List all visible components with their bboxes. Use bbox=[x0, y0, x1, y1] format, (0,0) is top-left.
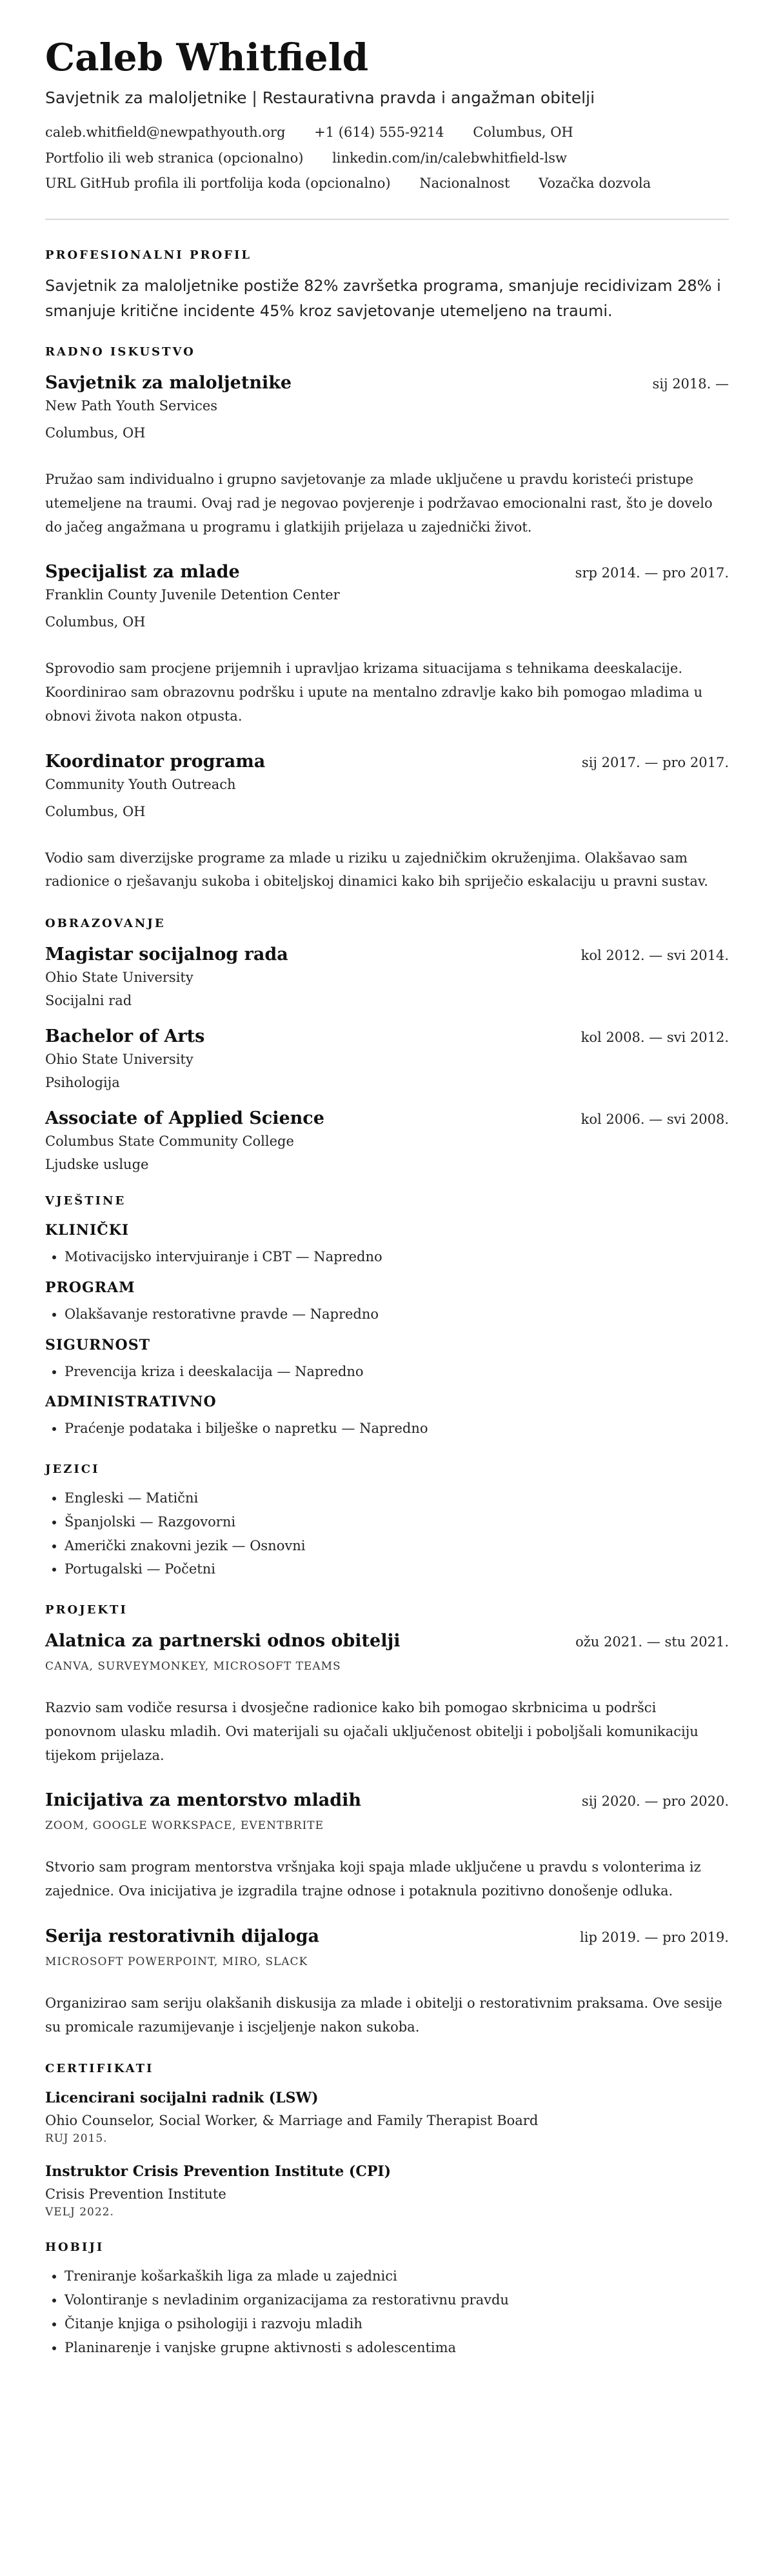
skill-category: SIGURNOST bbox=[45, 1336, 150, 1353]
project-description: Razvio sam vodiče resursa i dvosječne radionice kako bih pomogao skrbnicima u podršci ponovnom ulasku mladih. Ovi materijali su ojačali uključenost obitelji i poboljšali komunikaciju tijekom prijelaza. bbox=[45, 1700, 699, 1763]
job-location: Columbus, OH bbox=[45, 803, 146, 819]
job-location: Columbus, OH bbox=[45, 614, 146, 630]
project-date: lip 2019. — pro 2019. bbox=[580, 1929, 729, 1945]
job-title: Specijalist za mlade bbox=[45, 562, 240, 583]
contact-nationality: Nacionalnost bbox=[419, 175, 510, 192]
skill-item: • Praćenje podataka i bilješke o napretku — Napredno bbox=[64, 1417, 729, 1441]
degree-date: kol 2012. — svi 2014. bbox=[580, 948, 729, 964]
experience-entry bbox=[45, 562, 729, 728]
header-divider bbox=[45, 219, 729, 220]
job-date: sij 2017. — pro 2017. bbox=[581, 754, 729, 770]
job-title: Savjetnik za maloljetnike bbox=[45, 373, 292, 394]
degree-title: Associate of Applied Science bbox=[45, 1108, 324, 1129]
language-item: • Američki znakovni jezik — Osnovni bbox=[64, 1534, 729, 1558]
hobbies-section bbox=[45, 2241, 729, 2359]
project-date: sij 2020. — pro 2020. bbox=[581, 1793, 729, 1810]
section-title-experience: RADNO ISKUSTVO bbox=[45, 345, 195, 359]
job-employer: Franklin County Juvenile Detention Center bbox=[45, 587, 340, 603]
skill-category: ADMINISTRATIVNO bbox=[45, 1393, 217, 1411]
job-description: Vodio sam diverzijske programe za mlade u riziku u zajedničkim okruženjima. Olakšavao sam radionice o rješavanju sukoba i obiteljskoj dinamici kako bih spriječio eskalaciju u pravni sustav. bbox=[45, 850, 708, 890]
experience-section bbox=[45, 345, 729, 894]
contact-github[interactable]: URL GitHub profila ili portfolija koda (opcionalno) bbox=[45, 175, 391, 192]
project-title: Alatnica za partnerski odnos obitelji bbox=[45, 1631, 401, 1652]
section-title-certificates: CERTIFIKATI bbox=[45, 2062, 154, 2076]
contact-drivers-license: Vozačka dozvola bbox=[539, 175, 651, 192]
degree-field: Socijalni rad bbox=[45, 993, 132, 1009]
skill-category: KLINIČKI bbox=[45, 1222, 130, 1239]
school-name: Ohio State University bbox=[45, 1052, 194, 1068]
project-tech: ZOOM, GOOGLE WORKSPACE, EVENTBRITE bbox=[45, 1819, 324, 1833]
school-name: Columbus State Community College bbox=[45, 1133, 294, 1150]
project-title: Serija restorativnih dijaloga bbox=[45, 1926, 319, 1946]
job-description: Pružao sam individualno i grupno savjetovanje za mlade uključene u pravdu koristeći pristupe utemeljene na traumi. Ovaj rad je negovao povjerenje i podržavao emocionalni rast, što je dovelo do jačeg angažmana u programu i glatkijih prijelaza u zajednički život. bbox=[45, 472, 713, 535]
hobby-item: • Treniranje košarkaških liga za mlade u zajednici bbox=[64, 2264, 729, 2288]
projects-section bbox=[45, 1603, 729, 2039]
contact-linkedin[interactable]: linkedin.com/in/calebwhitfield-lsw bbox=[332, 150, 567, 166]
degree-date: kol 2006. — svi 2008. bbox=[580, 1112, 729, 1128]
skill-group bbox=[45, 1222, 729, 1269]
project-entry bbox=[45, 1631, 729, 1767]
contact-email[interactable]: caleb.whitfield@newpathyouth.org bbox=[45, 124, 286, 140]
project-entry bbox=[45, 1926, 729, 2039]
section-title-profile: PROFESIONALNI PROFIL bbox=[45, 248, 252, 263]
skill-item: • Prevencija kriza i deeskalacija — Napredno bbox=[64, 1360, 729, 1384]
job-date: sij 2018. — bbox=[652, 376, 729, 392]
language-item: • Engleski — Matični bbox=[64, 1486, 729, 1510]
school-name: Ohio State University bbox=[45, 970, 194, 986]
education-entry bbox=[45, 1026, 729, 1090]
degree-title: Magistar socijalnog rada bbox=[45, 944, 288, 965]
section-title-languages: JEZICI bbox=[45, 1463, 100, 1477]
skill-group bbox=[45, 1393, 729, 1441]
certificate-entry bbox=[45, 2163, 729, 2219]
hobby-item: • Volontiranje s nevladinim organizacijama za restorativnu pravdu bbox=[64, 2288, 729, 2312]
headline: Savjetnik za maloljetnike | Restaurativna pravda i angažman obitelji bbox=[45, 88, 595, 107]
skill-item: • Olakšavanje restorativne pravde — Napredno bbox=[64, 1303, 729, 1326]
skill-category: PROGRAM bbox=[45, 1279, 135, 1296]
experience-entry bbox=[45, 752, 729, 894]
certificate-issuer: Ohio Counselor, Social Worker, & Marriage and Family Therapist Board bbox=[45, 2113, 539, 2129]
skill-group bbox=[45, 1279, 729, 1326]
degree-title: Bachelor of Arts bbox=[45, 1026, 205, 1047]
certificate-date: VELJ 2022. bbox=[45, 2206, 114, 2219]
job-location: Columbus, OH bbox=[45, 425, 146, 441]
project-tech: CANVA, SURVEYMONKEY, MICROSOFT TEAMS bbox=[45, 1660, 341, 1673]
job-title: Koordinator programa bbox=[45, 751, 266, 772]
project-description: Stvorio sam program mentorstva vršnjaka koji spaja mlade uključene u pravdu s volonterima iz zajednice. Ova inicijativa je izgradila trajne odnose i potaknula pozitivno donošenje odluka. bbox=[45, 1859, 701, 1899]
certificate-name: Licencirani socijalni radnik (LSW) bbox=[45, 2090, 319, 2107]
job-employer: Community Youth Outreach bbox=[45, 776, 236, 792]
education-entry bbox=[45, 944, 729, 1008]
contact-block bbox=[45, 120, 729, 197]
experience-entry bbox=[45, 373, 729, 539]
section-title-skills: VJEŠTINE bbox=[45, 1194, 126, 1208]
language-item: • Portugalski — Početni bbox=[64, 1557, 729, 1581]
skill-group bbox=[45, 1337, 729, 1384]
project-description: Organizirao sam seriju olakšanih diskusija za mlade i obitelji o restorativnim praksama. Ove sesije su promicale razumijevanje i iscjeljenje nakon sukoba. bbox=[45, 1995, 722, 2035]
degree-field: Ljudske usluge bbox=[45, 1157, 149, 1173]
languages-section bbox=[45, 1463, 729, 1581]
contact-row-2 bbox=[45, 146, 729, 172]
language-item: • Španjolski — Razgovorni bbox=[64, 1510, 729, 1534]
hobby-item: • Planinarenje i vanjske grupne aktivnosti s adolescentima bbox=[64, 2336, 729, 2360]
degree-field: Psihologija bbox=[45, 1075, 120, 1091]
section-title-education: OBRAZOVANJE bbox=[45, 917, 166, 931]
education-entry bbox=[45, 1108, 729, 1172]
contact-row-1 bbox=[45, 120, 729, 146]
project-date: ožu 2021. — stu 2021. bbox=[575, 1634, 729, 1650]
profile-summary: Savjetnik za maloljetnike postiže 82% završetka programa, smanjuje recidivizam 28% i smanjuje kritične incidente 45% kroz savjetovanje utemeljeno na traumi. bbox=[45, 277, 721, 320]
job-employer: New Path Youth Services bbox=[45, 398, 218, 414]
certificate-name: Instruktor Crisis Prevention Institute (CPI) bbox=[45, 2163, 392, 2181]
certificate-entry bbox=[45, 2090, 729, 2145]
hobby-item: • Čitanje knjiga o psihologiji i razvoju mladih bbox=[64, 2312, 729, 2336]
contact-location: Columbus, OH bbox=[473, 124, 573, 140]
candidate-name: Caleb Whitfield bbox=[45, 35, 369, 79]
contact-row-3 bbox=[45, 171, 729, 197]
skill-item: • Motivacijsko intervjuiranje i CBT — Napredno bbox=[64, 1245, 729, 1269]
section-title-projects: PROJEKTI bbox=[45, 1603, 128, 1617]
skills-section bbox=[45, 1194, 729, 1441]
education-section bbox=[45, 917, 729, 1172]
profile-section bbox=[45, 248, 729, 323]
certificate-date: RUJ 2015. bbox=[45, 2132, 108, 2146]
certificates-section bbox=[45, 2062, 729, 2219]
certificate-issuer: Crisis Prevention Institute bbox=[45, 2186, 226, 2202]
job-description: Sprovodio sam procjene prijemnih i upravljao krizama situacijama s tehnikama deeskalacije. Koordinirao sam obrazovnu podršku i upute na mentalno zdravlje kako bih pomogao mladima u obnovi života nakon otpusta. bbox=[45, 661, 703, 724]
contact-phone[interactable]: +1 (614) 555-9214 bbox=[314, 124, 444, 140]
project-tech: MICROSOFT POWERPOINT, MIRO, SLACK bbox=[45, 1955, 308, 1968]
project-entry bbox=[45, 1790, 729, 1903]
job-date: srp 2014. — pro 2017. bbox=[575, 565, 729, 581]
degree-date: kol 2008. — svi 2012. bbox=[580, 1030, 729, 1046]
contact-portfolio[interactable]: Portfolio ili web stranica (opcionalno) bbox=[45, 150, 304, 166]
section-title-hobbies: HOBIJI bbox=[45, 2241, 104, 2255]
project-title: Inicijativa za mentorstvo mladih bbox=[45, 1790, 361, 1811]
